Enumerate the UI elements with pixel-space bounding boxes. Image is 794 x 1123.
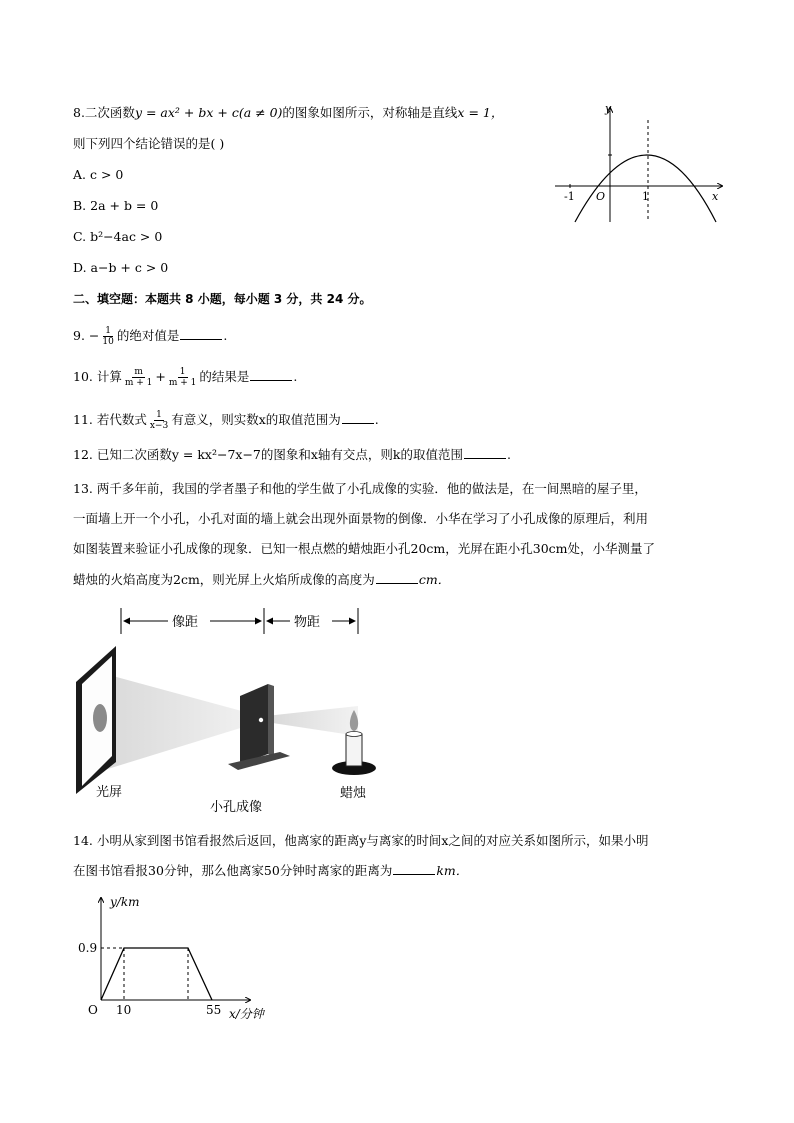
q13-line1: 13. 两千多年前，我国的学者墨子和他的学生做了小孔成像的实验．他的做法是，在一间黑暗的屋子里， xyxy=(73,481,647,496)
graph-y-label: y xyxy=(605,102,612,115)
q12-line: 12. 已知二次函数y = kx²−7x−7的图象和x轴有交点，则k的取值范围 . xyxy=(73,447,511,462)
q11-answer-blank[interactable] xyxy=(342,411,374,424)
q10-answer-blank[interactable] xyxy=(250,368,292,381)
q9-fraction: $\frac{1}{10}$ xyxy=(102,326,114,347)
q10-pre: 10. 计算 xyxy=(73,369,122,384)
q13-line3: 如图装置来验证小孔成像的现象．已知一根点燃的蜡烛距小孔20cm，光屏在距小孔30cm处，小华测量了 xyxy=(73,541,656,556)
q10-fraction-2: $\frac{1}{m + 1}$ xyxy=(168,367,197,388)
q10-fraction-1: $\frac{m}{m + 1}$ xyxy=(124,367,153,388)
q8-option-b: B. 2a + b = 0 xyxy=(73,198,159,213)
light-beam-candle xyxy=(266,706,358,736)
q12-text: 12. 已知二次函数y = kx²−7x−7的图象和x轴有交点，则k的取值范围 xyxy=(73,447,463,462)
graph-xlabel: x/分钟 xyxy=(229,1007,264,1021)
q14-line2-pre: 在图书馆看报30分钟，那么他离家50分钟时离家的距离为 xyxy=(73,863,393,878)
q8-parabola-graph xyxy=(550,100,730,225)
q11-pre: 11. 若代数式 xyxy=(73,412,147,427)
candle xyxy=(346,734,362,766)
q12-answer-blank[interactable] xyxy=(464,446,506,459)
section2-heading: 二、填空题：本题共 8 小题，每小题 3 分，共 24 分。 xyxy=(73,292,372,306)
q9-answer-blank[interactable] xyxy=(180,327,222,340)
q9-post: 的绝对值是 xyxy=(116,328,180,343)
q8-formula: y = ax² + bx + c(a ≠ 0) xyxy=(134,105,283,120)
graph-y-tick-09: 0.9 xyxy=(78,941,98,955)
q10-plus: + xyxy=(155,369,166,384)
object-distance-label: 物距 xyxy=(294,615,321,630)
graph-x-tick-10: 10 xyxy=(116,1003,132,1017)
distance-line xyxy=(101,948,212,1000)
q8-line1 xyxy=(73,104,503,122)
screen-label: 光屏 xyxy=(96,785,123,800)
q14-line2 xyxy=(73,862,468,880)
pinhole-board xyxy=(240,684,268,764)
q8-text-pre: 8.二次函数 xyxy=(73,105,135,120)
q13-answer-blank[interactable] xyxy=(376,571,418,584)
parabola-curve xyxy=(575,155,716,222)
inverted-flame-image xyxy=(93,704,107,732)
q9-line: 9. − $\frac{1}{10}$ 的绝对值是 . xyxy=(73,326,228,347)
q8-option-a: A. c > 0 xyxy=(73,167,124,182)
candle-label: 蜡烛 xyxy=(340,786,367,801)
q14-answer-blank[interactable] xyxy=(393,862,435,875)
pinhole-figure xyxy=(68,604,408,819)
graph-origin-label: O xyxy=(596,190,606,203)
graph-neg1-label: -1 xyxy=(564,190,575,203)
q8-line2: 则下列四个结论错误的是( ) xyxy=(73,136,225,151)
q11-line: 11. 若代数式 $\frac{1}{x-3}$ 有意义，则实数x的取值范围为 . xyxy=(73,410,379,431)
q10-line: 10. 计算 $\frac{m}{m + 1}$ + $\frac{1}{m + 1}$ 的结果是 . xyxy=(73,367,298,388)
q11-fraction: $\frac{1}{x-3}$ xyxy=(149,410,169,431)
graph-1-label: 1 xyxy=(642,190,649,203)
graph-x-tick-55: 55 xyxy=(206,1003,222,1017)
q10-post: 的结果是 xyxy=(199,369,250,384)
q14-line1: 14. 小明从家到图书馆看报然后返回，他离家的距离y与离家的时间x之间的对应关系如图所示，如果小明 xyxy=(73,833,649,848)
q13-line4 xyxy=(73,571,450,589)
pinhole-label: 小孔成像 xyxy=(210,800,263,815)
pinhole xyxy=(259,718,263,722)
q8-option-c: C. b²−4ac > 0 xyxy=(73,229,163,244)
q8-option-d: D. a−b + c > 0 xyxy=(73,260,169,275)
image-distance-label: 像距 xyxy=(172,615,199,630)
light-beam-screen xyxy=(98,672,260,772)
q8-text-post: 的图象如图所示，对称轴是直线 xyxy=(282,105,458,120)
q14-unit: km． xyxy=(436,863,469,878)
q9-pre: 9. − xyxy=(73,328,100,343)
graph-x-label: x xyxy=(712,190,719,203)
graph-ylabel: y/km xyxy=(110,895,140,909)
graph-origin: O xyxy=(88,1003,98,1017)
q13-line4-pre: 蜡烛的火焰高度为2cm，则光屏上火焰所成像的高度为 xyxy=(73,572,375,587)
q14-distance-graph xyxy=(72,892,282,1022)
q13-unit: cm． xyxy=(418,572,451,587)
q8-axis-eq: x = 1， xyxy=(457,105,504,120)
q13-line2: 一面墙上开一个小孔，小孔对面的墙上就会出现外面景物的倒像．小华在学习了小孔成像的原理后，利用 xyxy=(73,511,649,526)
q11-post: 有意义，则实数x的取值范围为 xyxy=(171,412,341,427)
